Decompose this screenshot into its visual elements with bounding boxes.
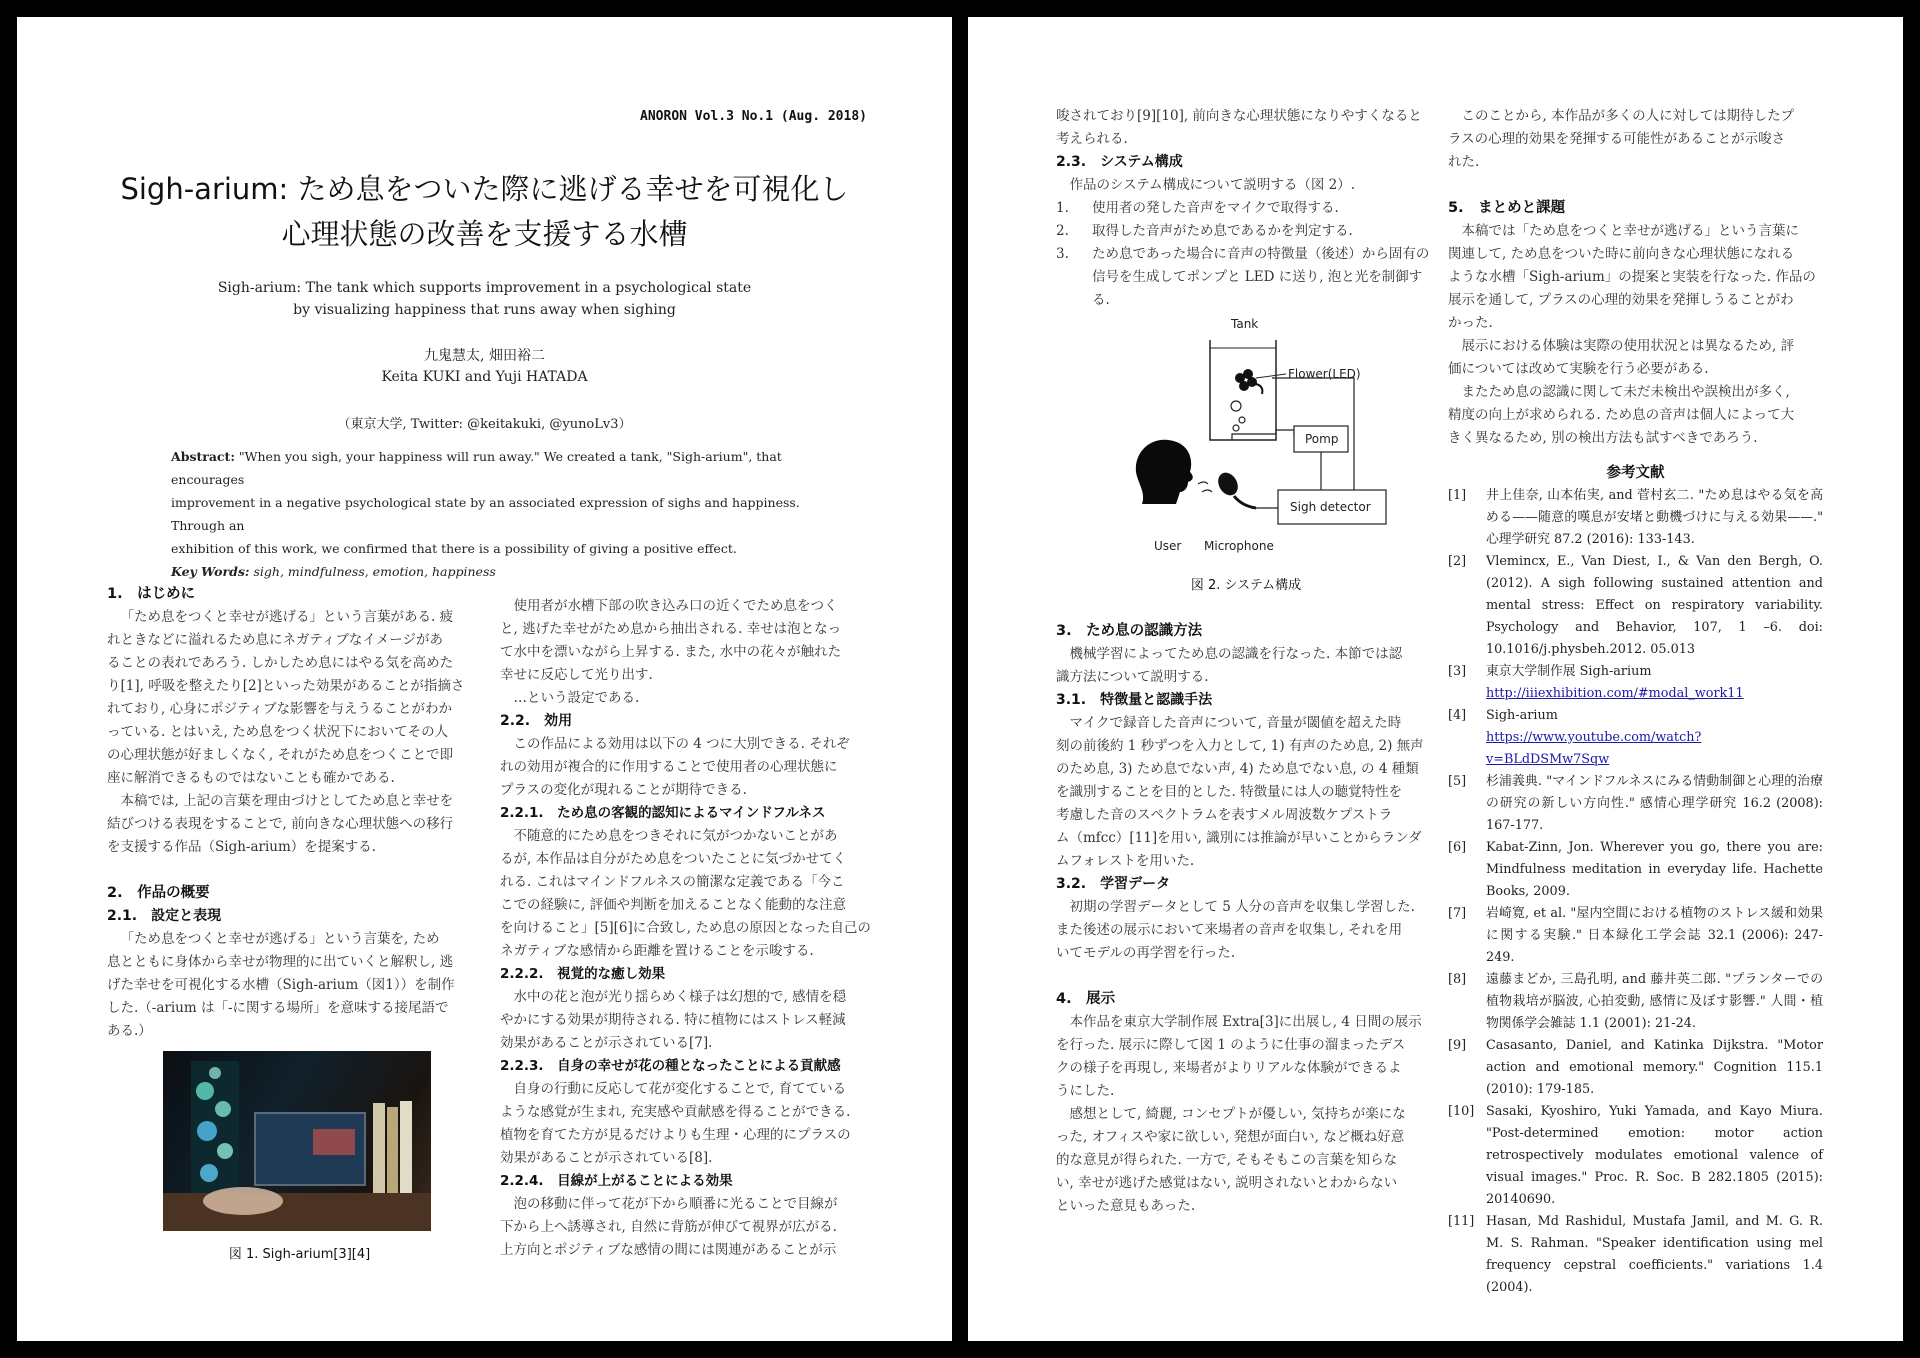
reference-item	[1448, 1211, 1823, 1299]
reference-number: [10]	[1448, 1104, 1475, 1119]
text-line: 自身の行動に反応して花が変化することで, 育てている	[513, 1081, 847, 1097]
reference-item	[1448, 661, 1823, 705]
reference-number: [7]	[1448, 906, 1467, 921]
text-line: るが, 本作品は自分がため息をついたことに気づかせてく	[500, 851, 847, 867]
section-1-paragraph-1	[107, 606, 492, 790]
text-line: …という設定である.	[513, 690, 640, 706]
text-line: 水中の花と泡が光り揺らめく様子は幻想的で, 感情を穏	[513, 989, 847, 1005]
text-line: 感想として, 綺麗, コンセプトが優しい, 気持ちが楽にな	[1069, 1106, 1406, 1122]
text-line: 結びつける表現をすることで, 前向きな心理状態への移行	[107, 816, 454, 832]
section-2-2-1-heading: 2.2.1. ため息の客観的認知によるマインドフルネス	[500, 805, 826, 821]
section-2-1-paragraph	[107, 928, 492, 1043]
text-line: やかにする効果が期待される. 特に植物にはストレス軽減	[500, 1012, 846, 1028]
text-line: 上方向とポジティブな感情の間には関連があることが示	[500, 1242, 837, 1258]
text-line: と, 逃げた幸せがため息から抽出される. 幸せは泡となっ	[500, 621, 842, 637]
keywords-line	[171, 560, 821, 583]
text-line: 不随意的にため息をつきそれに気がつかないことがあ	[513, 828, 838, 844]
text-line: した.（-arium は「-に関する場所」を意味する接尾語で	[107, 1000, 449, 1016]
reference-body	[1486, 661, 1823, 705]
abstract	[171, 445, 821, 583]
text-line: ような感覚が生まれ, 充実感や貢献感を得ることができる.	[500, 1104, 851, 1120]
text-line: この作品による効用は以下の 4 つに大別できる. それぞ	[513, 736, 850, 752]
reference-text: Casasanto, Daniel, and Katinka Dijkstra. "Motor action and emotional memory." Cognition 115.1 (2010): 179-185.	[1486, 1038, 1823, 1097]
text-line: い, 幸せが逃げた感覚はない, 説明されないとわからない	[1056, 1175, 1398, 1191]
reference-link[interactable]: http://iiiexhibition.com/#modal_work11	[1486, 686, 1744, 701]
reference-link[interactable]: https://www.youtube.com/watch?v=BLdDSMw7Sqw	[1486, 730, 1702, 767]
reference-item	[1448, 485, 1823, 551]
abstract-text-1: "When you sigh, your happiness will run away." We created a tank, "Sigh-arium", that encourages	[171, 449, 782, 487]
text-line: 唆されており[9][10], 前向きな心理状態になりやすくなると	[1056, 108, 1422, 124]
authors-ja: 九鬼慧太, 畑田裕二	[424, 348, 545, 364]
text-line: 幸せに反応して光り出す.	[500, 667, 653, 683]
abstract-text-3: exhibition of this work, we confirmed that there is a possibility of giving a positive effect.	[171, 541, 737, 556]
reference-number: [8]	[1448, 972, 1467, 987]
abstract-line-1	[171, 445, 821, 491]
section-1-paragraph-2	[107, 790, 492, 859]
text-line: 使用者が水槽下部の吹き込み口の近くでため息をつく	[513, 598, 838, 614]
reference-item	[1448, 771, 1823, 837]
text-line: うにした.	[1056, 1083, 1115, 1099]
en-title-line-1: Sigh-arium: The tank which supports improvement in a psychological state	[217, 280, 752, 296]
spacer	[107, 1231, 492, 1243]
diagram-label-user: User	[1154, 539, 1182, 553]
keywords-label: Key Words:	[171, 564, 250, 579]
abstract-label: Abstract:	[171, 449, 235, 464]
text-line: 座に解消できるものではないことも確かである.	[107, 770, 395, 786]
title-line-2: 心理状態の改善を支援する水槽	[281, 217, 688, 251]
text-line: 息とともに身体から幸せが物理的に出ていくと解釈し, 逃	[107, 954, 454, 970]
affiliation: （東京大学, Twitter: @keitakuki, @yunoLv3）	[337, 417, 632, 432]
text-line: 作品のシステム構成について説明する（図 2）.	[1069, 177, 1356, 193]
text-line: れる. これはマインドフルネスの簡潔な定義である「今こ	[500, 874, 845, 890]
reference-item	[1448, 551, 1823, 661]
text-line: 本稿では, 上記の言葉を理由づけとしてため息と幸せを	[120, 793, 454, 809]
reference-body	[1486, 705, 1823, 771]
text-line: 関連して, ため息をついた時に前向きな心理状態になれる	[1448, 246, 1795, 262]
text-line: またため息の認識に関して未だ未検出や誤検出が多く,	[1461, 384, 1790, 400]
section-2-1-heading: 2.1. 設定と表現	[107, 908, 222, 924]
spacer	[1056, 562, 1436, 574]
user-head-icon	[1136, 440, 1193, 504]
reference-number: [11]	[1448, 1214, 1475, 1229]
section-2-2-3-heading: 2.2.3. 自身の幸せが花の種となったことによる貢献感	[500, 1058, 841, 1074]
text-line: このことから, 本作品が多くの人に対しては期待したプ	[1461, 108, 1795, 124]
spacer	[107, 859, 492, 882]
text-line: げた幸せを可視化する水槽（Sigh-arium（図1））を制作	[107, 977, 455, 993]
text-line: 「ため息をつくと幸せが逃げる」という言葉を, ため	[120, 931, 440, 947]
text-line: っている. とはいえ, ため息をつく状況下においてその人	[107, 724, 449, 740]
reference-text: 井上佳奈, 山本佑実, and 菅村玄二. "ため息はやる気を高める——随意的嘆息が安堵と動機づけに与える効果——." 心理学研究 87.2 (2016): 133-143.	[1486, 488, 1823, 547]
journal-header: ANORON Vol.3 No.1 (Aug. 2018)	[640, 109, 867, 124]
text-line: の心理状態が好ましくなく, それがため息をつくことで即	[107, 747, 454, 763]
reference-number: [1]	[1448, 488, 1467, 503]
text-line: を向けること」[5][6]に合致し, ため息の原因となった自己の	[500, 920, 871, 936]
text-line: 精度の向上が求められる. ため息の音声は個人によって大	[1448, 407, 1795, 423]
diagram-label-tank: Tank	[1231, 317, 1259, 331]
text-line: 考慮した音のスペクトラムを表すメル周波数ケプストラ	[1056, 807, 1393, 823]
diagram-label-microphone: Microphone	[1204, 539, 1274, 553]
step-number: 1.	[1056, 200, 1069, 216]
step-text: 使用者の発した音声をマイクで取得する.	[1092, 200, 1339, 216]
text-line: また後述の展示において来場者の音声を収集し, それを用	[1056, 922, 1403, 938]
section-1-heading: 1. はじめに	[107, 586, 196, 602]
text-line: かった.	[1448, 315, 1493, 331]
diagram-label-flower: Flower(LED)	[1288, 367, 1361, 381]
text-line: プラスの変化が現れることが期待できる.	[500, 782, 747, 798]
spacer	[1448, 174, 1823, 197]
photo-illustration	[163, 1051, 431, 1231]
text-line: 展示を通して, プラスの心理的効果を発揮しうることがわ	[1448, 292, 1794, 308]
step-text: 取得した音声がため息であるかを判定する.	[1092, 223, 1353, 239]
reference-item	[1448, 1035, 1823, 1101]
title-line-1: Sigh-arium: ため息をついた際に逃げる幸せを可視化し	[120, 172, 849, 206]
text-line: 泡の移動に伴って花が下から順番に光ることで目線が	[513, 1196, 838, 1212]
text-line: ることの表れであろう. しかしため息にはやる気を高めた	[107, 655, 454, 671]
reference-number: [6]	[1448, 840, 1467, 855]
reference-text: Sasaki, Kyoshiro, Yuki Yamada, and Kayo Miura. "Post-determined emotion: motor action retrospectively modulates emotional valence of visual images." Proc. R. Soc. B 282.1805 (2015): 20140690.	[1486, 1104, 1823, 1207]
figure-2-caption: 図 2. システム構成	[1190, 578, 1302, 593]
text-line: 植物を育てた方が見るだけよりも生理・心理的にプラスの	[500, 1127, 851, 1143]
reference-text: Sigh-arium	[1486, 708, 1558, 723]
text-line: といった意見もあった.	[1056, 1198, 1196, 1214]
text-line: れており, 心身にポジティブな影響を与えうることがわか	[107, 701, 453, 717]
text-line: ム（mfcc）[11]を用い, 識別には推論が早いことからランダ	[1056, 830, 1422, 846]
section-3-2-heading: 3.2. 学習データ	[1056, 876, 1171, 892]
step-text: ため息であった場合に音声の特徴量（後述）から固有の信号を生成してポンプと LED に送り, 泡と光を制御する.	[1092, 246, 1430, 308]
text-line: のため息, 3) ため息でない声, 4) ため息でない息, の 4 種類	[1056, 761, 1419, 777]
text-line: 展示における体験は実際の使用状況とは異なるため, 評	[1461, 338, 1795, 354]
text-line: 的な意見が得られた. 一方で, そもそもこの言葉を知らな	[1056, 1152, 1398, 1168]
references-heading: 参考文献	[1606, 465, 1665, 481]
authors-en: Keita KUKI and Yuji HATADA	[381, 369, 588, 385]
text-line: 本作品を東京大学制作展 Extra[3]に出展し, 4 日間の展示	[1069, 1014, 1422, 1030]
text-line: 効果があることが示されている[8].	[500, 1150, 713, 1166]
section-2-3-heading: 2.3. システム構成	[1056, 154, 1183, 170]
reference-number: [9]	[1448, 1038, 1467, 1053]
references-list	[1448, 485, 1823, 1299]
keywords-text: sigh, mindfulness, emotion, happiness	[249, 564, 496, 579]
flower-icon	[1235, 369, 1262, 394]
section-5-heading: 5. まとめと課題	[1448, 200, 1566, 216]
text-line: 「ため息をつくと幸せが逃げる」という言葉がある. 疲	[120, 609, 454, 625]
flower-connector	[1256, 374, 1286, 378]
text-line: ネガティブな感情から距離を置けることを示唆する.	[500, 943, 814, 959]
text-line: れた.	[1448, 154, 1480, 170]
air-tube	[1232, 430, 1294, 440]
text-line: を識別することを目的とした. 特徴量には人の聴覚特性を	[1056, 784, 1403, 800]
figure-1-caption-text: 図 1. Sigh-arium[3][4]	[228, 1247, 371, 1262]
reference-item	[1448, 903, 1823, 969]
spacer	[1448, 450, 1823, 462]
text-line: れときなどに溢れるため息にネガティブなイメージがあ	[107, 632, 444, 648]
left-page	[17, 17, 952, 1341]
reference-text: Hasan, Md Rashidul, Mustafa Jamil, and M. G. R. M. S. Rahman. "Speaker identification using mel frequency cepstral coefficients." variations 1.4 (2004).	[1486, 1214, 1823, 1295]
right-column-2	[1448, 105, 1823, 1299]
system-step-3	[1056, 243, 1436, 312]
text-line: を行った. 展示に際して図 1 のように仕事の溜まったデス	[1056, 1037, 1406, 1053]
section-2-2-4-heading: 2.2.4. 目線が上がることによる効果	[500, 1173, 733, 1189]
text-line: 識方法について説明する.	[1056, 669, 1209, 685]
system-diagram	[1076, 312, 1416, 562]
reference-text: 東京大学制作展 Sigh-arium	[1486, 664, 1652, 679]
left-column-1	[107, 583, 492, 1266]
sigh-arium-photo	[163, 1051, 431, 1231]
figure-1-caption	[107, 1243, 492, 1266]
microphone-icon	[1214, 469, 1256, 508]
spacer	[1056, 597, 1436, 620]
reference-item	[1448, 969, 1823, 1035]
reference-text: 杉浦義典. "マインドフルネスにみる情動制御と心理的治療の研究の新しい方向性." 感情心理学研究 16.2 (2008): 167-177.	[1486, 774, 1823, 833]
text-line: 本稿では「ため息をつくと幸せが逃げる」という言葉に	[1461, 223, 1799, 239]
reference-item	[1448, 837, 1823, 903]
section-3-heading: 3. ため息の認識方法	[1056, 623, 1203, 639]
text-line: 刻の前後約 1 秒ずつを入力として, 1) 有声のため息, 2) 無声	[1056, 738, 1424, 754]
text-line: マイクで録音した音声について, 音量が閾値を超えた時	[1069, 715, 1402, 731]
bubbles-icon	[1231, 401, 1245, 431]
reference-item	[1448, 705, 1823, 771]
text-line: ムフォレストを用いた.	[1056, 853, 1195, 869]
section-2-heading: 2. 作品の概要	[107, 885, 210, 901]
section-2-2-heading: 2.2. 効用	[500, 713, 573, 729]
text-line: ある.）	[107, 1023, 152, 1039]
abstract-text-2: improvement in a negative psychological state by an associated expression of sighs and happiness. Through an	[171, 495, 800, 533]
text-line: り[1], 呼吸を整えたり[2]といった効果があることが指摘さ	[107, 678, 465, 694]
en-title-line-2: by visualizing happiness that runs away when sighing	[293, 302, 676, 318]
reference-text: Kabat-Zinn, Jon. Wherever you go, there you are: Mindfulness meditation in everyday life. Hachette Books, 2009.	[1486, 840, 1823, 899]
text-line: 機械学習によってため息の認識を行なった. 本節では認	[1069, 646, 1403, 662]
diagram-label-sigh-detector: Sigh detector	[1290, 500, 1371, 514]
text-line: クの様子を再現し, 来場者がよりリアルな体験ができるよ	[1056, 1060, 1402, 1076]
text-line: った, オフィスや家に欲しい, 発想が面白い, など概ね好意	[1056, 1129, 1405, 1145]
reference-number: [2]	[1448, 554, 1467, 569]
text-line: 効果があることが示されている[7].	[500, 1035, 713, 1051]
text-line: 初期の学習データとして 5 人分の音声を収集し学習した.	[1069, 899, 1415, 915]
text-line: 価については改めて実験を行う必要がある.	[1448, 361, 1709, 377]
reference-number: [5]	[1448, 774, 1467, 789]
text-line: 考えられる.	[1056, 131, 1128, 147]
text-line: を支援する作品（Sigh-arium）を提案する.	[107, 839, 377, 855]
reference-text: Vlemincx, E., Van Diest, I., & Van den Bergh, O. (2012). A sigh following sustained attention and mental stress: Effect on respiratory variability. Psychology and Behavior, 107, 1 –6. doi: 10.1016/j.physbeh.2012. 05.013	[1486, 554, 1823, 657]
left-column-2	[500, 595, 885, 1262]
section-2-2-2-heading: 2.2.2. 視覚的な癒し効果	[500, 966, 666, 982]
text-line: きく異なるため, 別の検出方法も試すべきであろう.	[1448, 430, 1758, 446]
text-line: ラスの心理的効果を発揮する可能性があることが示唆さ	[1448, 131, 1786, 147]
text-line: て水中を漂いながら上昇する. また, 水中の花々が触れた	[500, 644, 842, 660]
section-4-heading: 4. 展示	[1056, 991, 1116, 1007]
text-line: れの効用が複合的に作用することで使用者の心理状態に	[500, 759, 838, 775]
reference-text: 遠藤まどか, 三島孔明, and 藤井英二郎. "プランターでの植物栽培が脳波, 心拍変動, 感情に及ぼす影響." 人間・植物関係学会雑誌 1.1 (2001): 21-24.	[1486, 972, 1823, 1031]
text-line: いてモデルの再学習を行った.	[1056, 945, 1236, 961]
step-number: 2.	[1056, 223, 1069, 239]
text-line: 下から上へ誘導され, 自然に背筋が伸びて視界が広がる.	[500, 1219, 837, 1235]
diagram-label-pomp: Pomp	[1305, 432, 1339, 446]
text-line: ような水槽「Sigh-arium」の提案と実装を行なった. 作品の	[1448, 269, 1816, 285]
right-page	[968, 17, 1903, 1341]
reference-number: [3]	[1448, 664, 1467, 679]
reference-item	[1448, 1101, 1823, 1211]
step-number: 3.	[1056, 246, 1069, 262]
reference-text: 岩崎寛, et al. "屋内空間における植物のストレス緩和効果に関する実験." 日本緑化工学会誌 32.1 (2006): 247-249.	[1486, 906, 1823, 965]
spacer	[1056, 965, 1436, 988]
system-step-2	[1056, 220, 1436, 243]
system-step-1	[1056, 197, 1436, 220]
text-line: こでの経験に, 評価や判断を加えることなく能動的な注意	[500, 897, 847, 913]
breath-icon	[1198, 482, 1212, 492]
section-3-1-heading: 3.1. 特徴量と認識手法	[1056, 692, 1213, 708]
right-column-1	[1056, 105, 1436, 1218]
reference-number: [4]	[1448, 708, 1467, 723]
